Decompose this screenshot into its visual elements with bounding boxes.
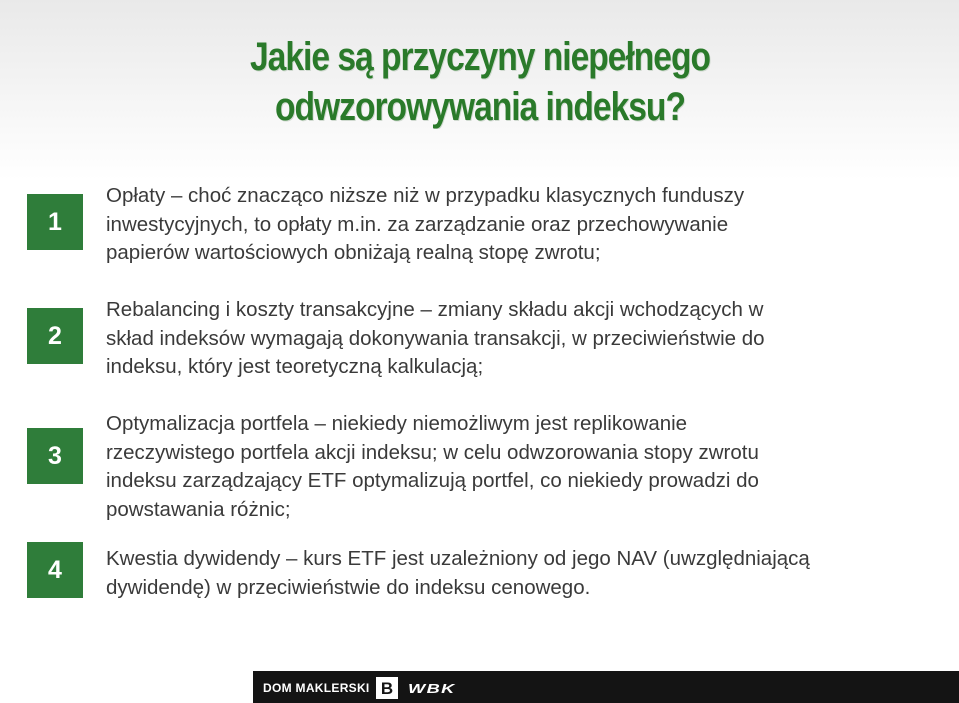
title-line-2: odwzorowywania indeksu? (275, 85, 685, 129)
footer-bank-text: WBK (407, 680, 456, 696)
bank-logo-letter: B (380, 679, 393, 698)
item-2-line: indeksu, który jest teoretyczną kalkulacją; (106, 355, 484, 378)
item-1-line: Opłaty – choć znacząco niższe niż w przypadku klasycznych funduszy (106, 184, 745, 207)
item-3-line: indeksu zarządzający ETF optymalizują portfel, co niekiedy prowadzi do (106, 469, 759, 492)
item-4-line: dywidendę) w przeciwieństwie do indeksu cenowego. (106, 575, 591, 599)
item-2-line: skład indeksów wymagają dokonywania transakcji, w przeciwieństwie do (106, 326, 765, 350)
item-3-line: Optymalizacja portfela – niekiedy niemożliwym jest replikowanie (106, 412, 688, 435)
item-text-4 (106, 545, 936, 602)
item-text-3 (106, 410, 936, 524)
title-line-1: Jakie są przyczyny niepełnego (249, 35, 711, 79)
item-4-line: Kwestia dywidendy – kurs ETF jest uzależniony od jego NAV (uwzględniającą (106, 547, 810, 570)
item-text-2 (106, 296, 936, 382)
slide-title (178, 32, 783, 132)
item-number-badge-4: 4 (27, 542, 83, 598)
bank-logo-icon (376, 677, 398, 699)
item-3-line: powstawania różnic; (106, 497, 291, 521)
item-2-line: Rebalancing i koszty transakcyjne – zmiany składu akcji wchodzących w (106, 298, 764, 321)
footer-brand-text: DOM MAKLERSKI (263, 681, 370, 695)
item-1-line: inwestycyjnych, to opłaty m.in. za zarządzanie oraz przechowywanie (106, 212, 729, 236)
item-1-line: papierów wartościowych obniżają realną stopę zwrotu; (106, 241, 601, 264)
footer-logo (263, 677, 456, 699)
item-number-badge-2: 2 (27, 308, 83, 364)
item-text-1 (106, 182, 936, 268)
item-number-badge-1: 1 (27, 194, 83, 250)
item-3-line: rzeczywistego portfela akcji indeksu; w celu odwzorowania stopy zwrotu (106, 440, 759, 464)
item-number-badge-3: 3 (27, 428, 83, 484)
